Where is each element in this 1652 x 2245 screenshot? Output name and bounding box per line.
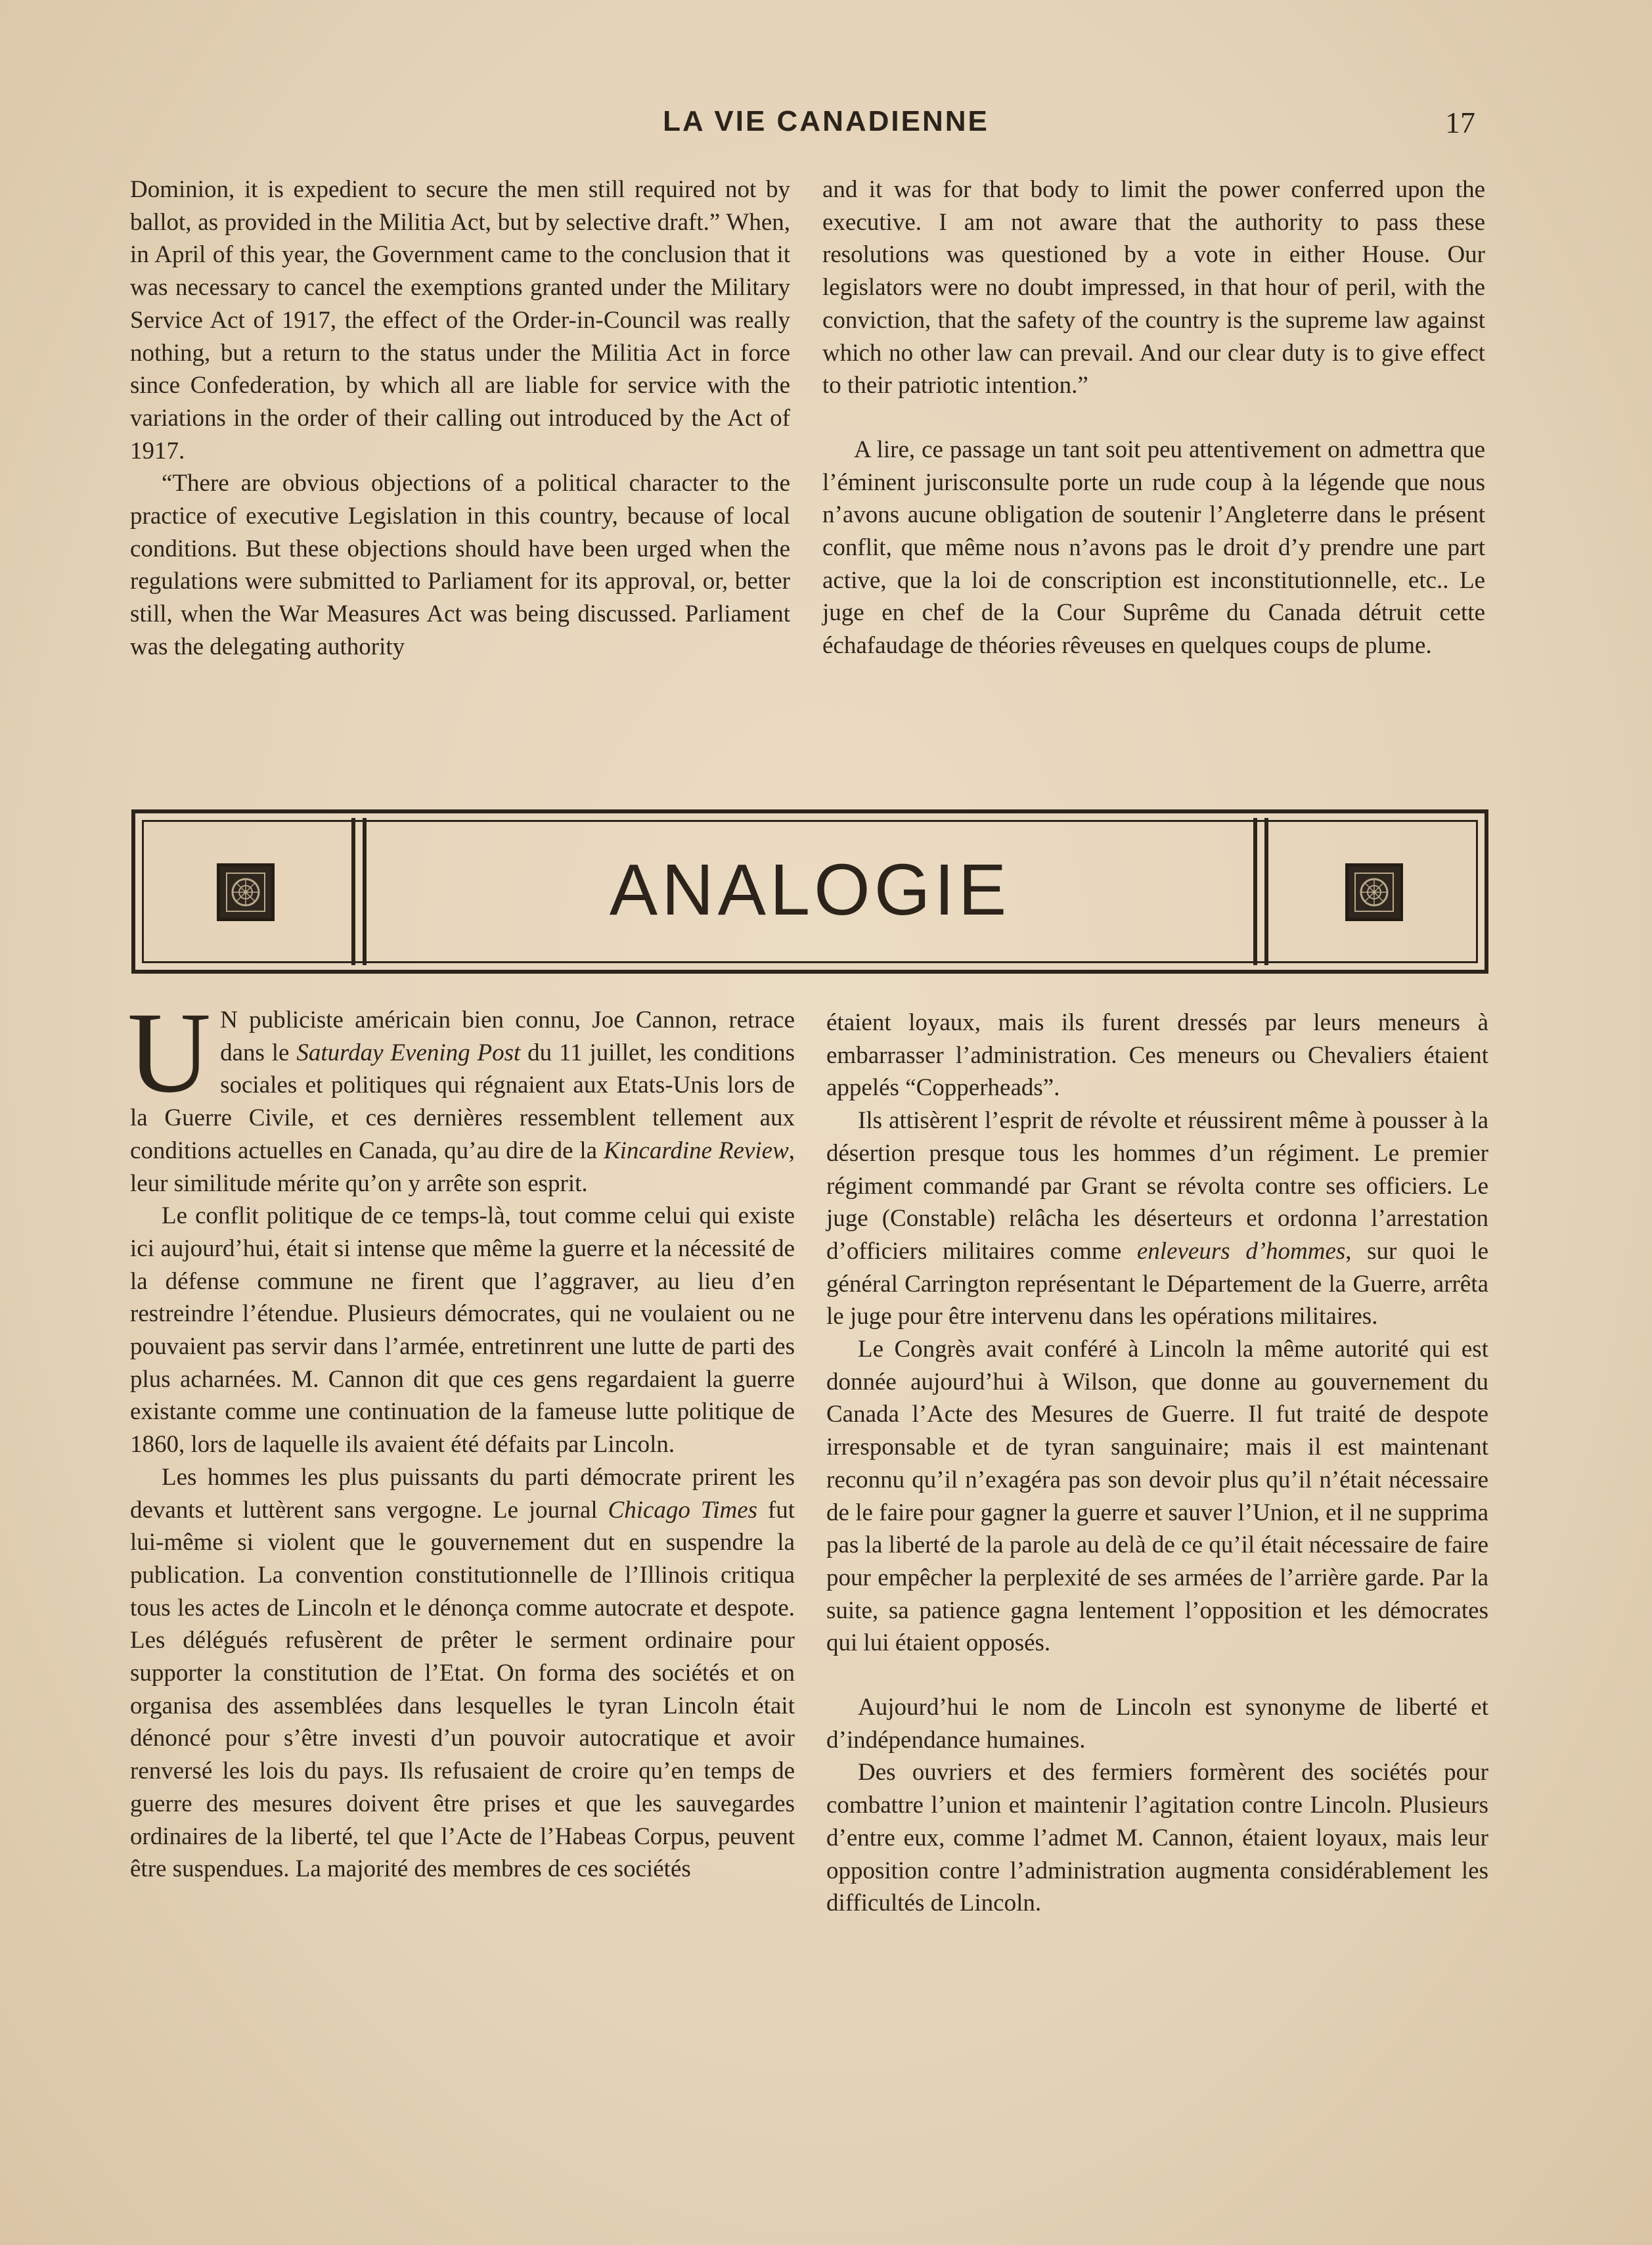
text-run: , leur similitude mérite qu’on y arrête son esprit. xyxy=(130,1137,795,1197)
text-run: Les hommes les plus puissants du parti démocrate prirent les devants et luttèrent sans vergogne. Le journal xyxy=(130,1463,795,1524)
column-article-right xyxy=(826,1007,1488,1920)
paragraph: Le conflit politique de ce temps-là, tout comme celui qui existe ici aujourd’hui, était si intense que même la guerre et la nécessité de la défense commune ne firent que l’aggraver, au lieu d’en restreindre l’étendue. Plusieurs démocrates, qui ne voulaient ou ne pouvaient pas servir dans l’armée, entretinrent une lutte de parti des plus acharnées. M. Cannon dit que ces gens regardaient la guerre existante comme une continuation de la fameuse lutte politique de 1860, lors de laquelle ils avaient été défaits par Lincoln. xyxy=(130,1202,795,1459)
italic-phrase: enleveurs d’hommes xyxy=(1136,1237,1346,1265)
paragraph xyxy=(826,1104,1488,1333)
paragraph: A lire, ce passage un tant soit peu attentivement on admettra que l’éminent jurisconsulte porte un rude coup à la légende que nous n’avons aucune obligation de soutenir l’Angleterre dans le présent conflit, que même nous n’avons pas le droit d’y prendre une part active, que la loi de conscription est inconstitutionnelle, etc.. Le juge en chef de la Cour Suprême du Canada détruit cette échafaudage de théories rêveuses en quelques coups de plume. xyxy=(822,436,1485,660)
text-run: , sur quoi le général Carrington représentant le Département de la Guerre, arrêta le juge pour être intervenu dans les opérations militaires. xyxy=(826,1237,1488,1330)
paragraph: and it was for that body to limit the power conferred upon the executive. I am not aware that the authority to pass these resolutions was questioned by a vote in either House. Our legislators were no doubt impressed, in that hour of peril, with the conviction, that the safety of the country is the supreme law against which no other law can prevail. And our clear duty is to give effect to their patriotic intention.” xyxy=(822,176,1485,399)
rosette-ornament-icon xyxy=(217,863,275,921)
article-title-banner xyxy=(131,809,1488,974)
text-run: fut lui-même si violent que le gouvernement dut en suspendre la publication. La convention constitutionnelle de l’Illinois critiqua tous les actes de Lincoln et le dénonça comme autocrate et despote. Les délégués refusèrent de prêter le serment ordinaire pour supporter la constitution de l’Etat. On forma des sociétés et on organisa des assemblées dans lesquelles le tyran Lincoln était dénoncé pour s’être investi d’un pouvoir autocratique et avoir renversé les lois du pays. Ils refusaient de croire qu’en temps de guerre des mesures doivent être prises et que les sauvegardes ordinaires de la liberté, tel que l’Acte de l’Habeas Corpus, peuvent être suspendues. La majorité des membres de ces sociétés xyxy=(130,1496,795,1883)
column-top-left xyxy=(130,173,790,664)
paragraph: Le Congrès avait conféré à Lincoln la même autorité qui est donnée aujourd’hui à Wilson, que donne au gouvernement du Canada l’Acte des Mesures de Guerre. Il fut traité de despote irresponsable et de tyran sanguinaire; mais il est maintenant reconnu qu’il n’exagéra pas son devoir plus qu’il n’était nécessaire de le faire pour gagner la guerre et sauver l’Union, et il ne supprima pas la liberté de la parole au delà de ce qu’il était nécessaire de faire pour empêcher la perplexité de ses armées de l’arrière garde. Par la suite, sa patience gagna lentement l’opposition et les démocrates qui lui étaient opposés. xyxy=(826,1336,1488,1657)
paragraph: Dominion, it is expedient to secure the men still required not by ballot, as provided in the Militia Act, but by selective draft.” When, in April of this year, the Government came to the conclusion that it was necessary to cancel the exemptions granted under the Military Service Act of 1917, the effect of the Order-in-Council was really nothing, but a return to the status under the Militia Act in force since Confederation, by which all are liable for service with the variations in the order of their calling out introduced by the Act of 1917. xyxy=(130,176,790,465)
rosette-ornament-icon xyxy=(1345,863,1403,921)
italic-title: Saturday Evening Post xyxy=(296,1039,521,1066)
column-article-left xyxy=(127,989,795,1886)
text-run: du 11 juillet, les conditions sociales et politiques qui régnaient aux Etats-Unis lors de la Guerre Civile, et ces dernières ressemblent tellement aux conditions actuelles en Canada, qu’au dire de la xyxy=(130,1039,795,1164)
running-header xyxy=(0,105,1652,145)
page-number: 17 xyxy=(1445,106,1475,139)
magazine-title: LA VIE CANADIENNE xyxy=(663,105,989,137)
article-title: ANALOGIE xyxy=(609,850,1011,930)
italic-title: Chicago Times xyxy=(608,1496,758,1524)
text-run: Ils attisèrent l’esprit de révolte et réussirent même à pousser à la désertion presque tous les hommes d’un régiment. Le premier régiment commandé par Grant se révolta contre ses officiers. Le juge (Constable) relâcha les déserteurs et ordonna l’arrestation d’officiers militaires comme xyxy=(826,1107,1488,1265)
paragraph: “There are obvious objections of a political character to the practice of executive Legislation in this country, because of local conditions. But these objections should have been urged when the regulations were submitted to Parliament for its approval, or, better still, when the War Measures Act was being discussed. Parliament was the delegating authority xyxy=(130,470,790,660)
paragraph: étaient loyaux, mais ils furent dressés par leurs meneurs à embarrasser l’administration. Ces meneurs ou Chevaliers étaient appelés “Copperheads”. xyxy=(826,1009,1488,1102)
text-run: N publiciste américain bien connu, Joe Cannon, retrace dans le xyxy=(220,1007,795,1066)
italic-title: Kincardine Review xyxy=(603,1137,789,1164)
paragraph xyxy=(127,989,795,1200)
drop-cap: U xyxy=(127,989,212,1117)
column-top-right xyxy=(822,173,1485,662)
paragraph: Aujourd’hui le nom de Lincoln est synonyme de liberté et d’indépendance humaines. xyxy=(826,1694,1488,1754)
paragraph xyxy=(130,1461,795,1886)
paragraph: Des ouvriers et des fermiers formèrent des sociétés pour combattre l’union et maintenir l’agitation contre Lincoln. Plusieurs d’entre eux, comme l’admet M. Cannon, étaient loyaux, mais leur opposition contre l’administration augmenta considérablement les difficultés de Lincoln. xyxy=(826,1759,1488,1917)
